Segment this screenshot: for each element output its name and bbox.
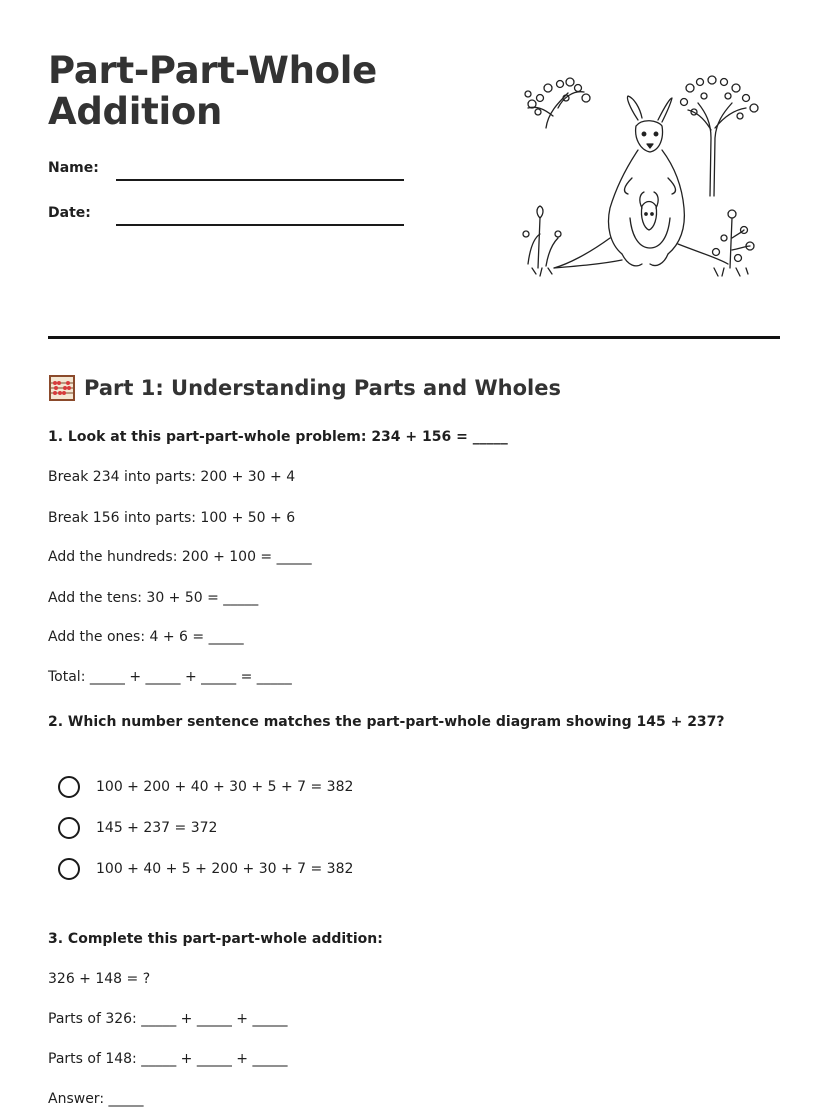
part1-title: Part 1: Understanding Parts and Wholes	[84, 376, 561, 400]
abacus-icon	[48, 374, 76, 402]
q1-line: Add the tens: 30 + 50 = _____	[48, 590, 259, 606]
date-label: Date:	[48, 205, 91, 221]
date-line[interactable]	[116, 210, 404, 226]
q3-line: Parts of 326: _____ + _____ + _____	[48, 1011, 288, 1027]
worksheet-header	[48, 50, 488, 132]
date-field[interactable]	[48, 205, 404, 221]
q2-option-a[interactable]	[58, 776, 353, 798]
q1-line: Add the hundreds: 200 + 100 = _____	[48, 549, 312, 565]
option-label: 145 + 237 = 372	[96, 820, 218, 836]
name-label: Name:	[48, 160, 99, 176]
radio-button[interactable]	[58, 776, 80, 798]
option-label: 100 + 200 + 40 + 30 + 5 + 7 = 382	[96, 779, 354, 795]
kangaroo-icon	[554, 96, 728, 268]
section-divider	[48, 336, 780, 339]
q3-line: Answer: _____	[48, 1091, 144, 1107]
question-1-prompt: 1. Look at this part-part-whole problem: 234 + 156 = _____	[48, 429, 508, 445]
left-flowers-icon	[523, 206, 561, 276]
name-field[interactable]	[48, 160, 404, 176]
q2-option-b[interactable]	[58, 817, 217, 839]
right-flowers-icon	[713, 210, 755, 276]
q2-option-c[interactable]	[58, 858, 353, 880]
name-line[interactable]	[116, 165, 404, 181]
page-title: Part-Part-Whole Addition	[48, 49, 377, 133]
q1-line: Total: _____ + _____ + _____ = _____	[48, 669, 292, 685]
kangaroo-illustration	[518, 68, 768, 288]
q3-line: Parts of 148: _____ + _____ + _____	[48, 1051, 288, 1067]
q3-line: 326 + 148 = ?	[48, 971, 151, 987]
option-label: 100 + 40 + 5 + 200 + 30 + 7 = 382	[96, 861, 354, 877]
q1-line: Break 234 into parts: 200 + 30 + 4	[48, 469, 296, 485]
tree-icon	[681, 76, 759, 196]
q1-line: Break 156 into parts: 100 + 50 + 6	[48, 510, 296, 526]
radio-button[interactable]	[58, 858, 80, 880]
radio-button[interactable]	[58, 817, 80, 839]
question-3-prompt: 3. Complete this part-part-whole addition:	[48, 931, 383, 947]
left-bush-icon	[525, 78, 590, 128]
q1-line: Add the ones: 4 + 6 = _____	[48, 629, 244, 645]
part1-heading	[48, 374, 561, 402]
question-2-prompt: 2. Which number sentence matches the part-part-whole diagram showing 145 + 237?	[48, 714, 725, 730]
